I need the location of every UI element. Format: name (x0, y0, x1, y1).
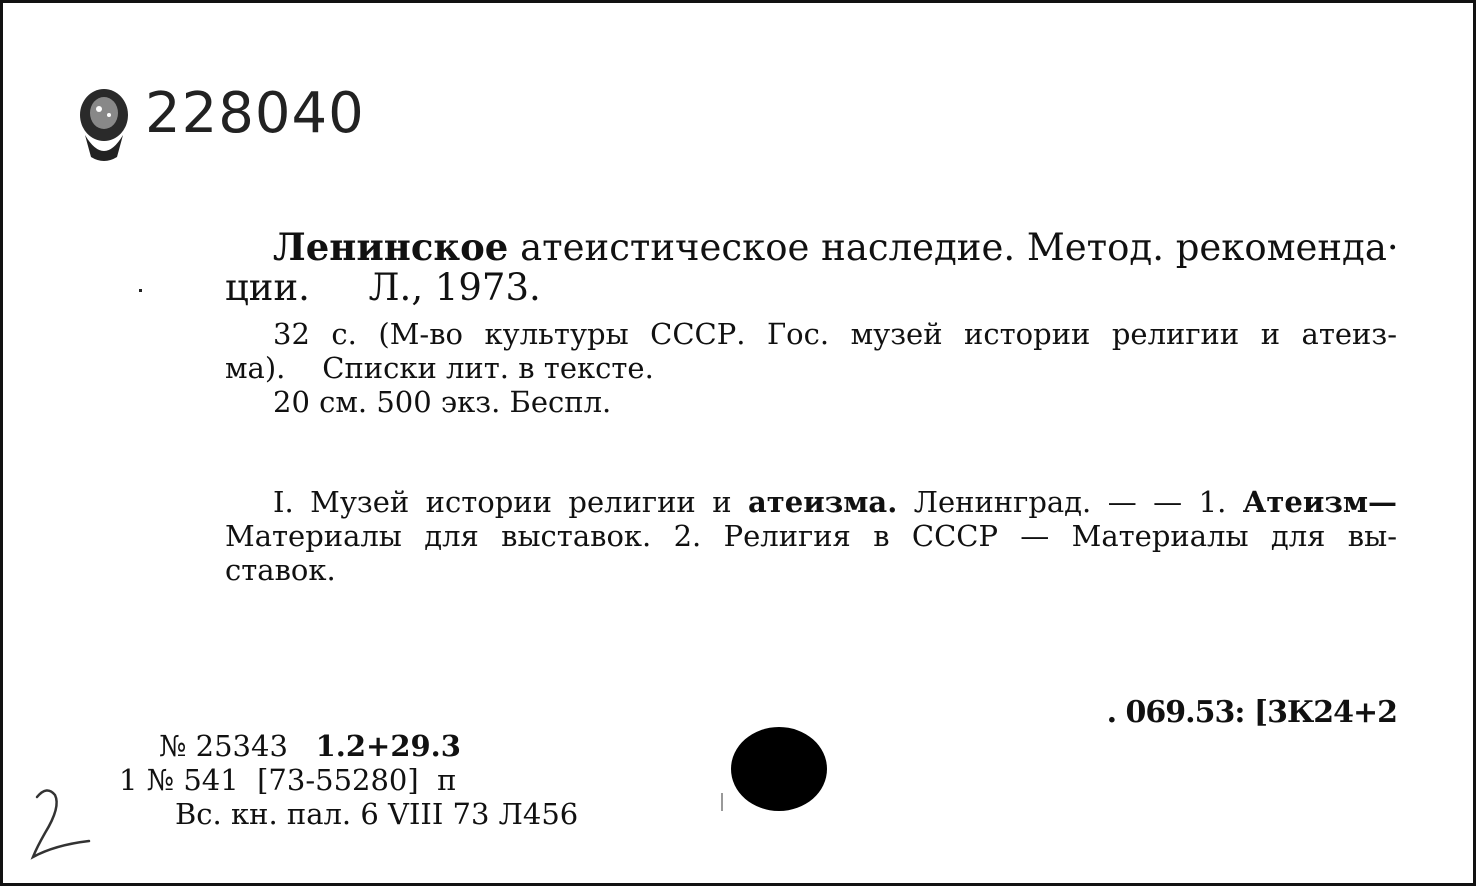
subjects-line-1-end: Ленинград. — — 1. (913, 485, 1227, 519)
registration-line-1 (119, 729, 578, 763)
description-line-2: ма). Списки лит. в тексте. (225, 351, 654, 385)
inventory-number: 228040 (145, 81, 365, 146)
library-stamp-icon (77, 85, 131, 167)
registration-line-2: 1 № 541 [73-55280] п (119, 763, 457, 797)
subjects-line-1 (225, 485, 1397, 519)
subjects-line-3: ставок. (225, 553, 336, 587)
description-line-1: 32 с. (М-во культуры СССР. Гос. музей истории религии и атеиз- (273, 317, 1397, 351)
title-line-2: ции. Л., 1973. (225, 266, 541, 309)
title-main-word: Ленинское (273, 225, 509, 269)
title-heading (225, 227, 1397, 308)
description-line-3: 20 см. 500 экз. Беспл. (273, 385, 612, 419)
ink-blot (725, 717, 829, 813)
registration-block (119, 729, 578, 831)
handwritten-mark (25, 783, 95, 863)
subjects-line-1-start: I. Музей истории религии и (273, 485, 732, 519)
classification-code: . 069.53: [3К24+2 (1106, 695, 1397, 730)
subjects-line-1-bold: атеизма. (748, 485, 898, 519)
physical-description (225, 317, 1397, 419)
subjects-line-2: Материалы для выставок. 2. Религия в СССР — Материалы для вы- (225, 519, 1397, 553)
title-rest: атеистическое наследие. Метод. рекоменда· (520, 226, 1399, 269)
subjects-line-1-tail: Атеизм— (1242, 485, 1398, 519)
registration-line-3: Вс. кн. пал. 6 VIII 73 Л456 (175, 797, 579, 831)
ink-dot (139, 289, 142, 292)
registration-number: № 25343 (159, 729, 288, 763)
pencil-tick (721, 793, 723, 811)
subject-headings (225, 485, 1397, 587)
registration-code: 1.2+29.3 (315, 729, 461, 763)
title-line-1 (225, 227, 1397, 268)
